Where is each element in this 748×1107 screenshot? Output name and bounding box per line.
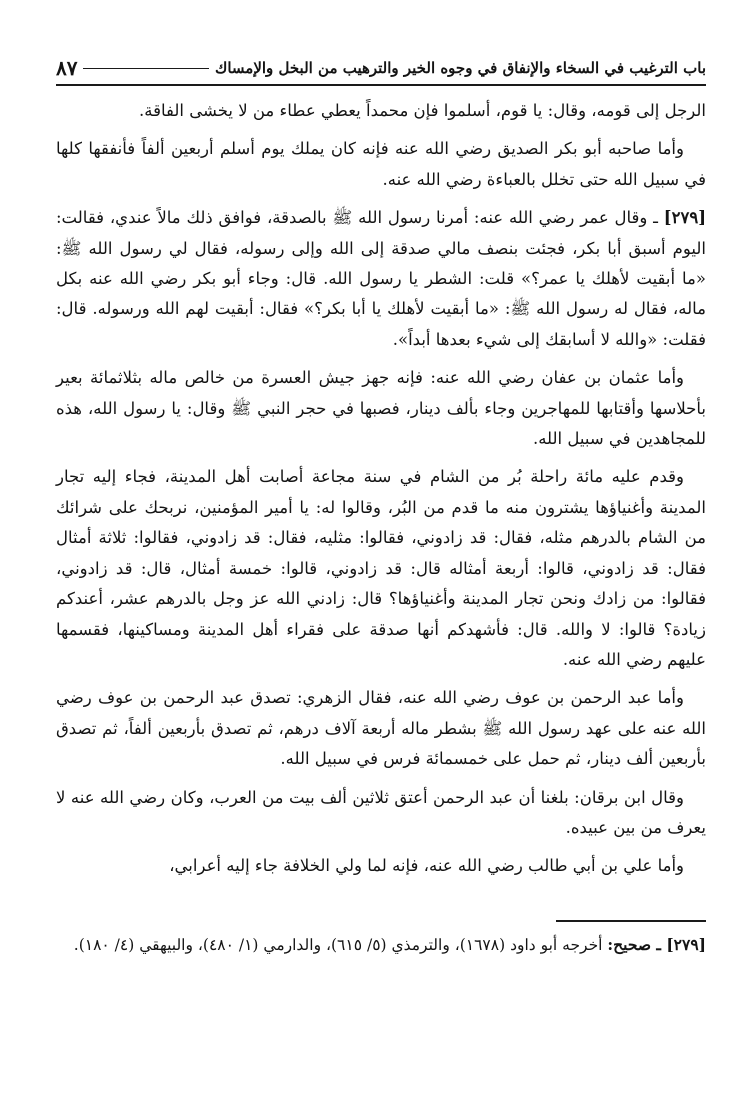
paragraph-5: وقدم عليه مائة راحلة بُر من الشام في سنة مجاعة أصابت أهل المدينة، فجاء إليه تجار المدينة وأغنياؤها يشترون منه ما قدم من البُر، وقالوا له: يا أمير المؤمنين، نربحك على شرائك من الشام بالدرهم مثله، فقال: قد زادوني، فقالوا: مثليه، فقال: قد زادوني، فقالوا: ثلاثة أمثال فقال: قد زادوني، قالوا: أربعة أمثاله قال: قد زادوني، قالوا: خمسة أمثال، قال: قد زادوني، فقالوا: من زادك ونحن تجار المدينة وأغنياؤها؟ قال: زادني الله عز وجل بالدرهم عشر، أعندكم زيادة؟ قالوا: لا والله. قال: فأشهدكم أنها صدقة على فقراء أهل المدينة ومساكينها، فقسمها عليهم رضي الله عنه. xyxy=(56,467,706,669)
footnote xyxy=(56,930,706,960)
paragraph-2: وأما صاحبه أبو بكر الصديق رضي الله عنه فإنه كان يملك يوم أسلم أربعين ألفاً فأنفقها كلها في سبيل الله حتى تخلل بالعباءة رضي الله عنه. xyxy=(56,139,706,189)
running-header xyxy=(56,52,706,86)
footnote-label: [٢٧٩] ـ صحيح: xyxy=(607,934,706,954)
paragraph-7: وقال ابن برقان: بلغنا أن عبد الرحمن أعتق ثلاثين ألف بيت من العرب، وكان رضي الله عنه لا يعرف من بين عبيده. xyxy=(56,787,706,837)
paragraph-1: الرجل إلى قومه، وقال: يا قوم، أسلموا فإن محمداً يعطي عطاء من لا يخشى الفاقة. xyxy=(139,101,706,120)
footnote-text: أخرجه أبو داود (١٦٧٨)، والترمذي (٥/ ٦١٥)، والدارمي (١/ ٤٨٠)، والبيهقي (٤/ ١٨٠). xyxy=(73,935,603,954)
chapter-title: باب الترغيب في السخاء والإنفاق في وجوه الخير والترهيب من البخل والإمساك xyxy=(214,59,706,77)
book-page xyxy=(56,52,706,960)
main-text xyxy=(56,96,706,882)
header-rule xyxy=(83,68,208,69)
page-number: ٨٧ xyxy=(56,56,78,80)
paragraph-3 xyxy=(56,203,706,355)
paragraph-8: وأما علي بن أبي طالب رضي الله عنه، فإنه لما ولي الخلافة جاء إليه أعرابي، xyxy=(169,856,684,876)
paragraph-6: وأما عبد الرحمن بن عوف رضي الله عنه، فقال الزهري: تصدق عبد الرحمن بن عوف رضي الله عنه على عهد رسول الله ﷺ بشطر ماله أربعة آلاف درهم، ثم تصدق بأربعين ألفاً، ثم تصدق بأربعين ألف دينار، ثم حمل على خمسمائة فرس في سبيل الله. xyxy=(56,688,706,769)
paragraph-3-text: ـ وقال عمر رضي الله عنه: أمرنا رسول الله ﷺ بالصدقة، فوافق ذلك مالاً عندي، فقالت: اليوم أسبق أبا بكر، فجئت بنصف مالي صدقة إلى الله وإلى رسوله، فقال لي رسول الله ﷺ: «ما أبقيت لأهلك يا عمر؟» قلت: الشطر يا رسول الله. قال: وجاء أبو بكر رضي الله عنه بكل ماله، فقال له رسول الله ﷺ: «ما أبقيت لأهلك يا أبا بكر؟» فقال: أبقيت لهم الله ورسوله. قال: فقلت: «والله لا أسابقك إلى شيء بعدها أبداً». xyxy=(56,208,706,349)
footnote-rule xyxy=(556,920,706,922)
hadith-number: [٢٧٩] xyxy=(663,208,706,228)
paragraph-4: وأما عثمان بن عفان رضي الله عنه: فإنه جهز جيش العسرة من خالص ماله بثلاثمائة بعير بأحلاسها وأقتابها للمهاجرين وجاء بألف دينار، فصبها في حجر النبي ﷺ وقال: يا رسول الله، هذه للمجاهدين في سبيل الله. xyxy=(56,368,706,449)
